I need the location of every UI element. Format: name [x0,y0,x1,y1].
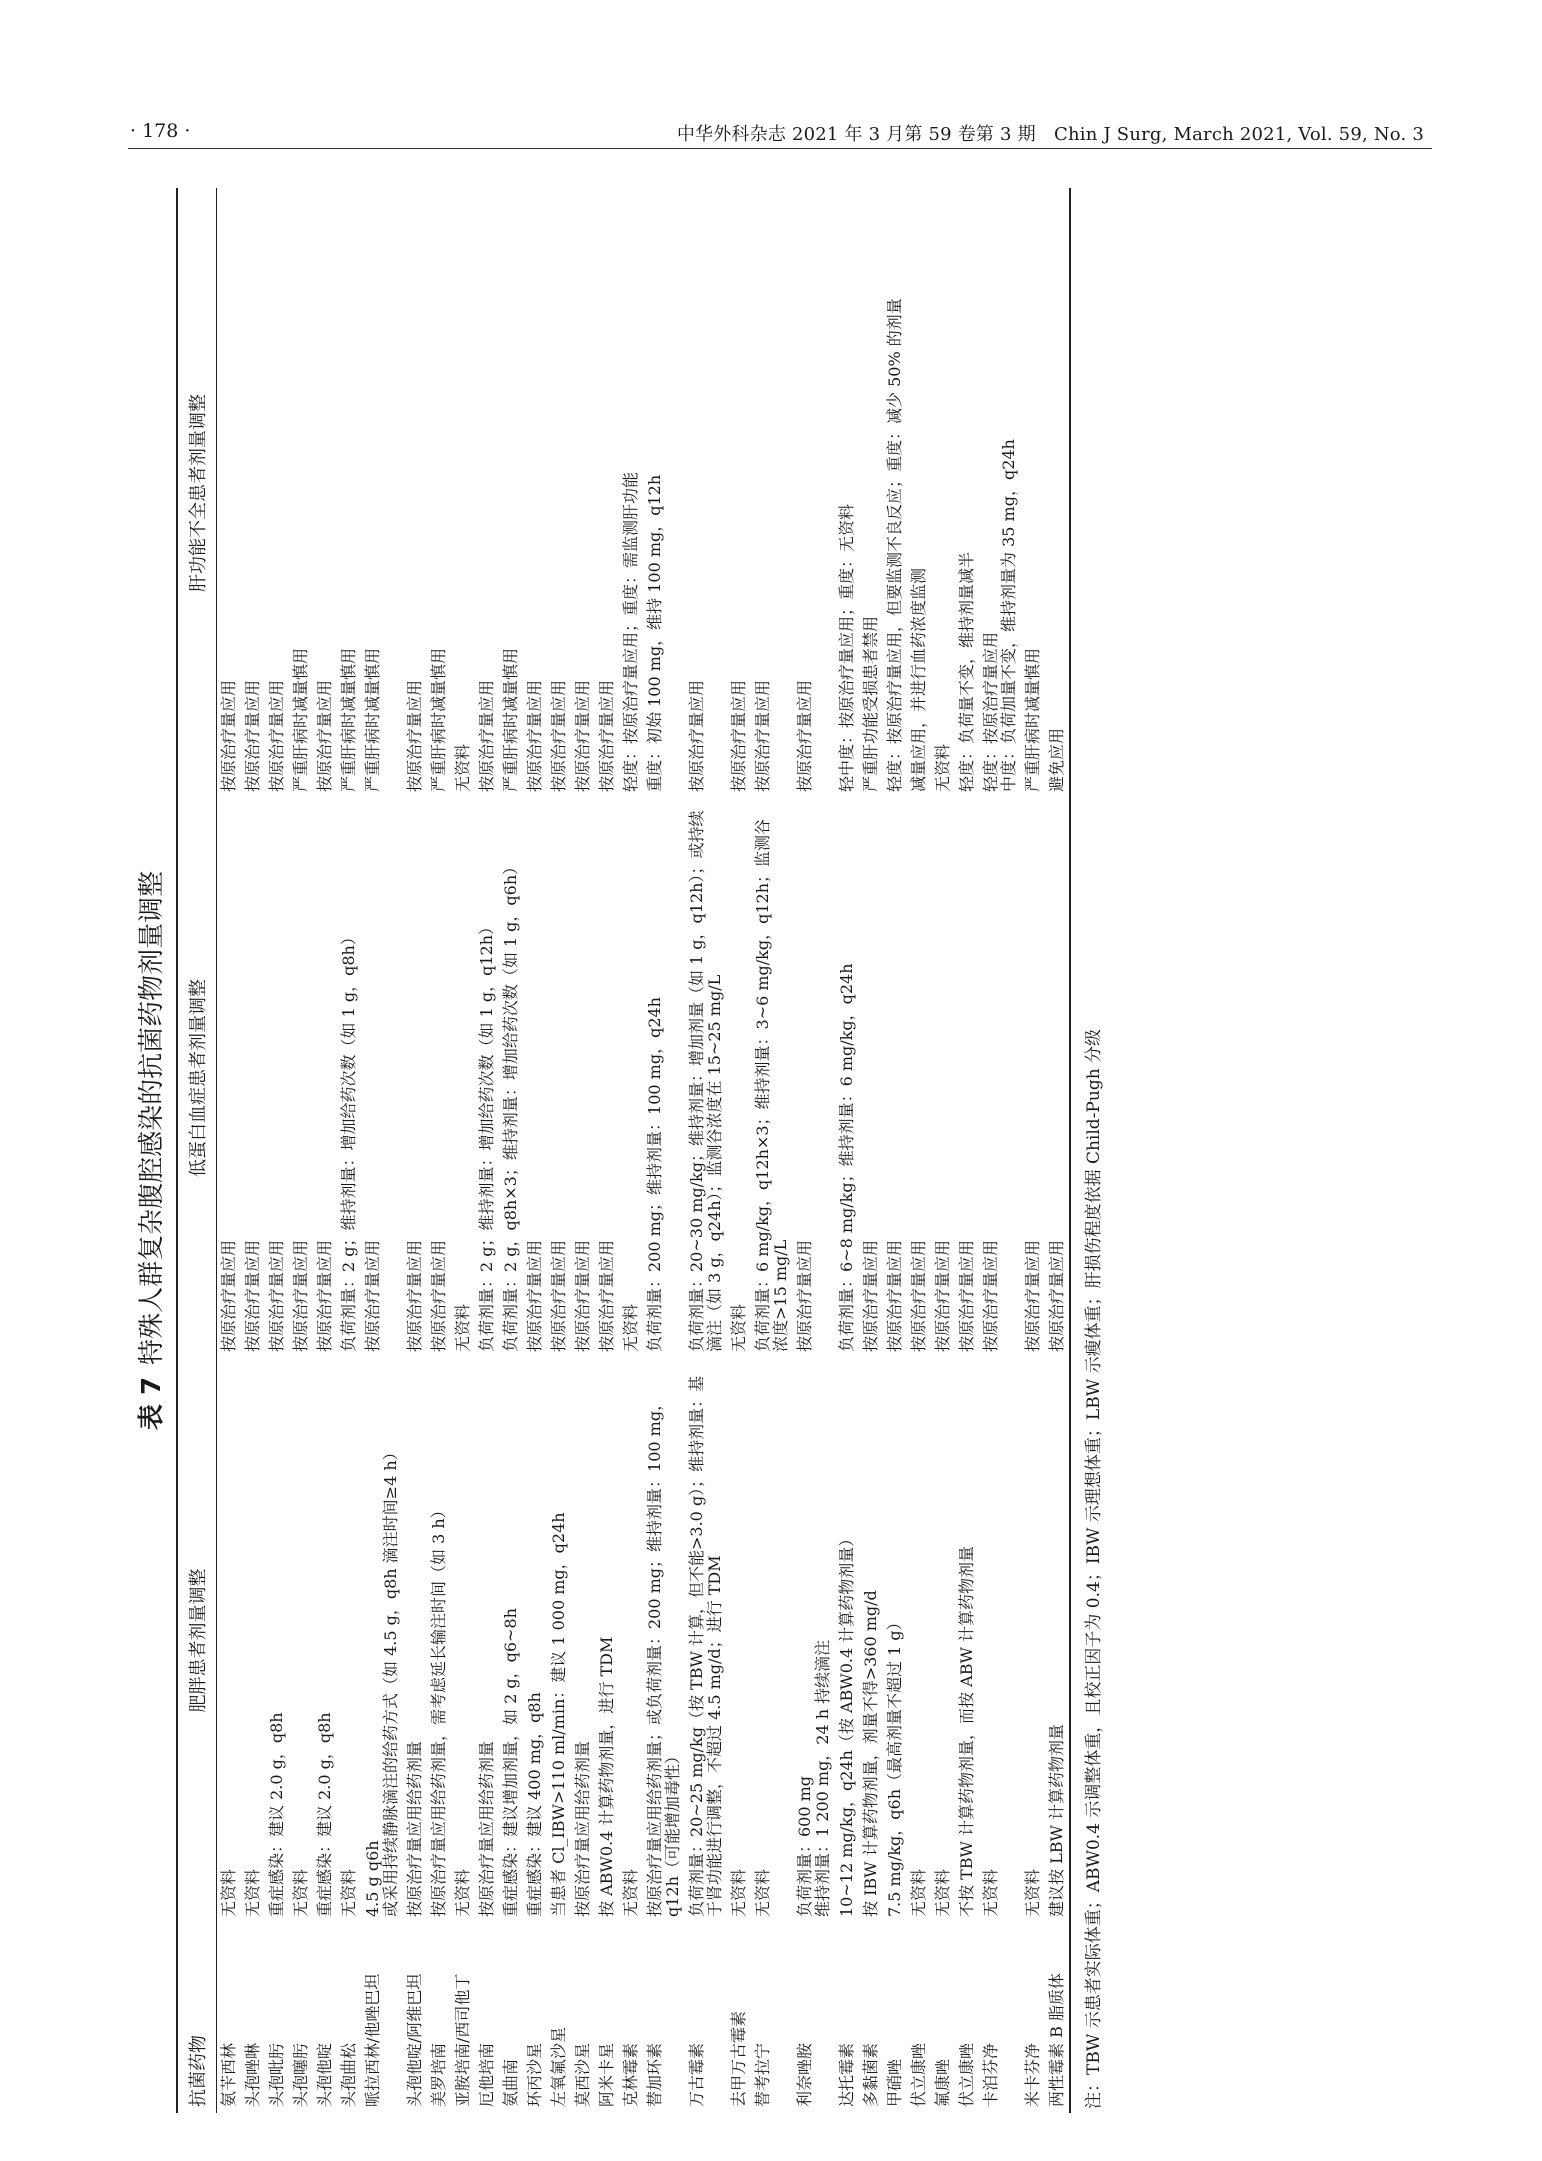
drug-cell: 克林霉素 [621,2042,640,2107]
obese-cell: 无资料 [453,1868,472,1917]
drug-cell: 哌拉西林/他唑巴坦 [363,1973,382,2107]
drug-cell: 替考拉宁 [753,2042,772,2107]
liver-cell: 轻度：按原治疗量应用 中度：负荷加量不变，维持剂量为 35 mg，q24h [981,439,1018,792]
obese-cell: 重症感染：建议 2.0 g，q8h [267,1712,286,1917]
drug-cell: 替加环素 [645,2042,664,2107]
drug-cell: 利奈唑胺 [795,2042,814,2107]
hypoalbuminemia-cell: 按原治疗量应用 [267,1239,286,1352]
drug-cell: 伏立康唑 [909,2042,928,2107]
liver-cell: 严重肝病时减量慎用 [363,647,382,792]
hypoalbuminemia-cell: 无资料 [729,1303,748,1352]
table-body [217,188,1071,2113]
liver-cell: 按原治疗量应用 [795,679,814,792]
column-header: 低蛋白血症患者剂量调整 [177,798,217,1358]
table-caption [128,188,176,2113]
liver-cell: 轻度：按原治疗量应用，但要监测不良反应；重度：减少 50% 的剂量 [885,298,904,792]
table-row [835,188,859,2113]
table-number: 表 7 [137,1376,167,1431]
table-row [907,188,931,2113]
hypoalbuminemia-cell: 按原治疗量应用 [549,1239,568,1352]
drug-cell: 卡泊芬净 [981,2042,1000,2107]
table-row [883,188,907,2113]
drug-cell: 氨苄西林 [219,2042,238,2107]
liver-cell: 重度：初始 100 mg，维持 100 mg，q12h [645,474,664,792]
table-row [451,188,475,2113]
obese-cell: 7.5 mg/kg，q6h（最高剂量不超过 1 g） [885,1614,904,1917]
table-row [859,188,883,2113]
liver-cell: 减量应用，并进行血药浓度监测 [909,567,928,792]
liver-cell: 按原治疗量应用 [219,679,238,792]
obese-cell: 负荷剂量：600 mg 维持剂量：1 200 mg，24 h 持续滴注 [795,1639,832,1917]
table-note: 注：TBW 示患者实际体重；ABW0.4 示调整体重，且校正因子为 0.4；IBW 示理想体重；LBW 示瘦体重；肝损伤程度依据 Child-Pugh 分级 [1084,1028,1104,2109]
liver-cell: 按原治疗量应用 [597,679,616,792]
liver-cell: 轻度：负荷量不变，维持剂量减半 [957,551,976,792]
obese-cell: 按原治疗量应用给药剂量 [477,1740,496,1917]
column-header: 抗菌药物 [177,1923,217,2113]
liver-cell: 严重肝功能受损患者禁用 [861,615,880,792]
hypoalbuminemia-cell: 负荷剂量：20~30 mg/kg；维持剂量：增加剂量（如 1 g，q12h）；或持续滴注（如 3 g，q24h）；监测谷浓度在 15~25 mg/L [687,810,724,1352]
obese-cell: 无资料 [291,1868,310,1917]
drug-cell: 亚胺培南/西司他丁 [453,1973,472,2107]
table-row [931,188,955,2113]
table-row [727,188,751,2113]
liver-cell: 按原治疗量应用 [477,679,496,792]
drug-cell: 两性霉素 B 脂质体 [1047,1973,1066,2107]
hypoalbuminemia-cell: 按原治疗量应用 [981,1239,1000,1352]
obese-cell: 按原治疗量应用给药剂量 [573,1740,592,1917]
hypoalbuminemia-cell: 按原治疗量应用 [219,1239,238,1352]
table-title: 特殊人群复杂腹腔感染的抗菌药物剂量调整 [137,870,167,1365]
obese-cell: 无资料 [933,1868,952,1917]
liver-cell: 按原治疗量应用 [573,679,592,792]
obese-cell: 无资料 [621,1868,640,1917]
hypoalbuminemia-cell: 按原治疗量应用 [795,1239,814,1352]
liver-cell: 按原治疗量应用 [549,679,568,792]
liver-cell: 按原治疗量应用 [729,679,748,792]
hypoalbuminemia-cell: 按原治疗量应用 [525,1239,544,1352]
table-row [1045,188,1070,2113]
page-header [0,120,1542,150]
hypoalbuminemia-cell: 按原治疗量应用 [597,1239,616,1352]
column-header: 肝功能不全患者剂量调整 [177,188,217,798]
hypoalbuminemia-cell: 无资料 [453,1303,472,1352]
liver-cell: 按原治疗量应用 [525,679,544,792]
table-row [403,188,427,2113]
hypoalbuminemia-cell: 无资料 [621,1303,640,1352]
table-row [427,188,451,2113]
drug-cell: 美罗培南 [429,2042,448,2107]
column-header: 肥胖患者剂量调整 [177,1358,217,1923]
liver-cell: 按原治疗量应用 [267,679,286,792]
table-row [955,188,979,2113]
hypoalbuminemia-cell: 负荷剂量：2 g；维持剂量：增加给药次数（如 1 g，q12h） [477,918,496,1352]
liver-cell: 按原治疗量应用 [753,679,772,792]
table-header-row [177,188,217,2113]
hypoalbuminemia-cell: 按原治疗量应用 [429,1239,448,1352]
liver-cell: 严重肝病时减量慎用 [501,647,520,792]
obese-cell: 无资料 [339,1868,358,1917]
table-row [643,188,685,2113]
table-row [547,188,571,2113]
obese-cell: 无资料 [243,1868,262,1917]
table-row [265,188,289,2113]
table-row [1021,188,1045,2113]
liver-cell: 严重肝病时减量慎用 [339,647,358,792]
hypoalbuminemia-cell: 按原治疗量应用 [861,1239,880,1352]
obese-cell: 无资料 [909,1868,928,1917]
hypoalbuminemia-cell: 负荷剂量：2 g，q8h×3；维持剂量：增加给药次数（如 1 g，q6h） [501,858,520,1352]
obese-cell: 按 ABW0.4 计算药物剂量，进行 TDM [597,1636,616,1917]
hypoalbuminemia-cell: 负荷剂量：2 g；维持剂量：增加给药次数（如 1 g，q8h） [339,929,358,1352]
table-row [217,188,242,2113]
dosage-table [176,188,1071,2113]
hypoalbuminemia-cell: 负荷剂量：200 mg；维持剂量：100 mg，q24h [645,997,664,1352]
obese-cell: 当患者 Cl_IBW>110 ml/min：建议 1 000 mg，q24h [549,1512,568,1917]
obese-cell: 负荷剂量：20~25 mg/kg（按 TBW 计算，但不能>3.0 g）；维持剂量：基于肾功能进行调整，不超过 4.5 mg/d；进行 TDM [687,1375,724,1917]
liver-cell: 按原治疗量应用 [243,679,262,792]
obese-cell: 无资料 [981,1868,1000,1917]
table-row [313,188,337,2113]
obese-cell: 无资料 [729,1868,748,1917]
obese-cell: 按 IBW 计算药物剂量，剂量不得>360 mg/d [861,1590,880,1917]
hypoalbuminemia-cell: 按原治疗量应用 [933,1239,952,1352]
liver-cell: 严重肝病时减量慎用 [1023,647,1042,792]
obese-cell: 10~12 mg/kg，q24h（按 ABW0.4 计算药物剂量） [837,1530,856,1917]
obese-cell: 无资料 [753,1868,772,1917]
obese-cell: 无资料 [219,1868,238,1917]
drug-cell: 环丙沙星 [525,2042,544,2107]
table-row [337,188,361,2113]
hypoalbuminemia-cell: 按原治疗量应用 [363,1239,382,1352]
table-row [595,188,619,2113]
drug-cell: 氨曲南 [501,2058,520,2107]
table-row [475,188,499,2113]
drug-cell: 莫西沙星 [573,2042,592,2107]
obese-cell: 重症感染：建议 2.0 g，q8h [315,1712,334,1917]
drug-cell: 氟康唑 [933,2058,952,2107]
drug-cell: 甲硝唑 [885,2058,904,2107]
drug-cell: 多黏菌素 [861,2042,880,2107]
drug-cell: 万古霉素 [687,2042,706,2107]
drug-cell: 厄他培南 [477,2042,496,2107]
hypoalbuminemia-cell: 按原治疗量应用 [291,1239,310,1352]
liver-cell: 按原治疗量应用 [687,679,706,792]
hypoalbuminemia-cell: 按原治疗量应用 [1047,1239,1066,1352]
table-row [499,188,523,2113]
obese-cell: 按原治疗量应用给药剂量；或负荷剂量：200 mg；维持剂量：100 mg，q12h（可能增加毒性） [645,1394,682,1917]
liver-cell: 按原治疗量应用 [405,679,424,792]
drug-cell: 头孢噻肟 [291,2042,310,2107]
hypoalbuminemia-cell: 负荷剂量：6 mg/kg，q12h×3；维持剂量：3~6 mg/kg，q12h；监测谷浓度>15 mg/L [753,818,790,1352]
hypoalbuminemia-cell: 按原治疗量应用 [243,1239,262,1352]
liver-cell: 按原治疗量应用 [315,679,334,792]
obese-cell: 建议按 LBW 计算药物剂量 [1047,1723,1066,1917]
table-row [793,188,835,2113]
table-row [979,188,1021,2113]
liver-cell: 严重肝病时减量慎用 [291,647,310,792]
table-row [685,188,727,2113]
obese-cell: 重症感染：建议增加剂量，如 2 g，q6~8h [501,1608,520,1917]
hypoalbuminemia-cell: 按原治疗量应用 [315,1239,334,1352]
table-row [289,188,313,2113]
table-row [571,188,595,2113]
rotated-table-block [128,188,1358,2113]
table-row [751,188,793,2113]
liver-cell: 无资料 [933,743,952,792]
hypoalbuminemia-cell: 按原治疗量应用 [1023,1239,1042,1352]
drug-cell: 头孢吡肟 [267,2042,286,2107]
header-rule [128,148,1432,149]
obese-cell: 按原治疗量应用给药剂量，需考虑延长输注时间（如 3 h） [429,1502,448,1917]
liver-cell: 无资料 [453,743,472,792]
obese-cell: 重症感染：建议 400 mg，q8h [525,1692,544,1917]
drug-cell: 左氧氟沙星 [549,2026,568,2107]
hypoalbuminemia-cell: 按原治疗量应用 [405,1239,424,1352]
journal-citation: 中华外科杂志 2021 年 3 月第 59 卷第 3 期 Chin J Surg, March 2021, Vol. 59, No. 3 [676,124,1424,145]
table-row [361,188,403,2113]
drug-cell: 去甲万古霉素 [729,2010,748,2107]
drug-cell: 头孢唑啉 [243,2042,262,2107]
hypoalbuminemia-cell: 按原治疗量应用 [957,1239,976,1352]
drug-cell: 达托霉素 [837,2042,856,2107]
hypoalbuminemia-cell: 按原治疗量应用 [573,1239,592,1352]
obese-cell: 4.5 g q6h 或采用持续静脉滴注的给药方式（如 4.5 g，q8h 滴注时间≥4 h） [363,1444,400,1917]
liver-cell: 轻中度：按原治疗量应用；重度：无资料 [837,503,856,792]
table-row [241,188,265,2113]
obese-cell: 按原治疗量应用给药剂量 [405,1740,424,1917]
drug-cell: 头孢他啶 [315,2042,334,2107]
table-row [523,188,547,2113]
page-number: · 178 · [130,120,191,142]
drug-cell: 米卡芬净 [1023,2042,1042,2107]
obese-cell: 无资料 [1023,1868,1042,1917]
hypoalbuminemia-cell: 按原治疗量应用 [885,1239,904,1352]
liver-cell: 避免应用 [1047,727,1066,792]
hypoalbuminemia-cell: 负荷剂量：6~8 mg/kg；维持剂量：6 mg/kg，q24h [837,963,856,1352]
drug-cell: 阿米卡星 [597,2042,616,2107]
drug-cell: 头孢曲松 [339,2042,358,2107]
drug-cell: 头孢他啶/阿维巴坦 [405,1973,424,2107]
drug-cell: 伏立康唑 [957,2042,976,2107]
liver-cell: 轻度：按原治疗量应用；重度：需监测肝功能 [621,471,640,792]
hypoalbuminemia-cell: 按原治疗量应用 [909,1239,928,1352]
obese-cell: 不按 TBW 计算药物剂量，而按 ABW 计算药物剂量 [957,1546,976,1917]
table-row [619,188,643,2113]
liver-cell: 严重肝病时减量慎用 [429,647,448,792]
